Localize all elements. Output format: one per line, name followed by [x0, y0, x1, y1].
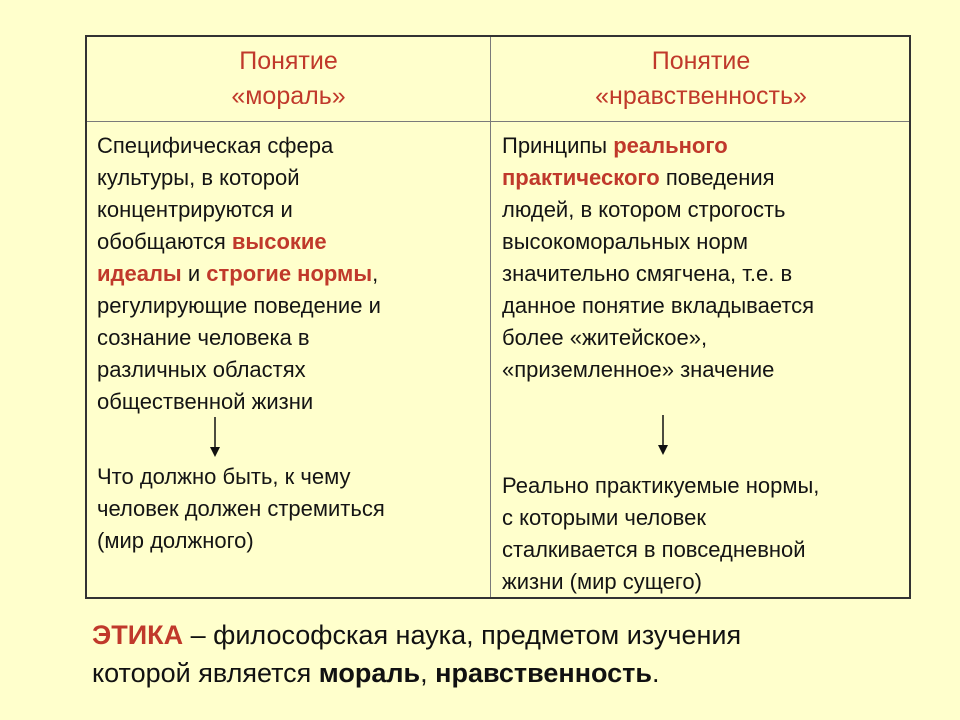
ethics-definition-line1	[92, 616, 741, 654]
morality-def-line	[97, 258, 381, 290]
emphasis-strict-norms: строгие нормы	[206, 261, 373, 286]
header-ethics-practice-line2: «нравственность»	[595, 82, 807, 110]
header-morality-line1: Понятие	[239, 47, 338, 75]
morality-def-line: Специфическая сфера	[97, 133, 334, 158]
practice-def-line: высокоморальных норм	[502, 229, 749, 254]
emphasis-real: реального	[613, 133, 728, 158]
header-morality-line2: «мораль»	[231, 82, 346, 110]
ethics-definition-text: – философская наука, предметом изучения	[183, 620, 742, 650]
ethics-practice-definition	[502, 130, 814, 386]
emphasis-high: высокие	[231, 229, 327, 254]
practice-def-line: людей, в котором строгость	[502, 197, 786, 222]
header-ethics-practice	[491, 37, 911, 121]
header-ethics-practice-line1: Понятие	[651, 47, 751, 75]
ethics-subject-morality: мораль	[318, 658, 421, 688]
header-morality	[87, 37, 490, 121]
practice-def-line: «приземленное» значение	[502, 357, 775, 382]
down-arrow-icon	[209, 417, 221, 457]
morality-def-line: общественной жизни	[97, 389, 314, 414]
morality-def-line: концентрируются и	[97, 197, 293, 222]
morality-conclusion-line: Что должно быть, к чему	[97, 464, 351, 489]
emphasis-practical: практического	[502, 165, 660, 190]
morality-def-text: обобщаются	[97, 229, 232, 254]
ethics-definition-text: которой является	[92, 658, 319, 688]
practice-def-line: данное понятие вкладывается	[502, 293, 815, 318]
emphasis-ideals: идеалы	[97, 261, 182, 286]
ethics-definition-text: ,	[420, 658, 436, 688]
morality-conclusion	[97, 461, 385, 557]
practice-def-line: более «житейское»,	[502, 325, 708, 350]
practice-conclusion-line: с которыми человек	[502, 505, 706, 530]
ethics-practice-conclusion	[502, 470, 819, 598]
practice-def-line	[502, 130, 814, 162]
down-arrow-icon	[657, 415, 669, 455]
header-divider	[87, 121, 909, 122]
morality-conclusion-line: (мир должного)	[97, 528, 254, 553]
practice-conclusion-line: Реально практикуемые нормы,	[502, 473, 820, 498]
morality-def-line	[97, 226, 381, 258]
ethics-definition-text: .	[652, 658, 660, 688]
morality-def-text: и	[181, 261, 207, 286]
morality-def-text: ,	[372, 261, 379, 286]
morality-def-line: культуры, в которой	[97, 165, 300, 190]
morality-definition	[97, 130, 381, 418]
practice-def-text: Принципы	[502, 133, 614, 158]
practice-conclusion-line: сталкивается в повседневной	[502, 537, 806, 562]
practice-def-text: поведения	[659, 165, 775, 190]
ethics-subject-ethics-practice: нравственность	[435, 658, 652, 688]
practice-def-line	[502, 162, 814, 194]
morality-def-line: различных областях	[97, 357, 306, 382]
ethics-term: ЭТИКА	[92, 620, 184, 650]
morality-def-line: регулирующие поведение и	[97, 293, 381, 318]
morality-conclusion-line: человек должен стремиться	[97, 496, 385, 521]
practice-def-line: значительно смягчена, т.е. в	[502, 261, 793, 286]
ethics-definition-line2	[92, 654, 741, 692]
practice-conclusion-line: жизни (мир сущего)	[502, 569, 702, 594]
ethics-definition	[92, 616, 741, 692]
comparison-table	[85, 35, 911, 599]
morality-def-line: сознание человека в	[97, 325, 310, 350]
